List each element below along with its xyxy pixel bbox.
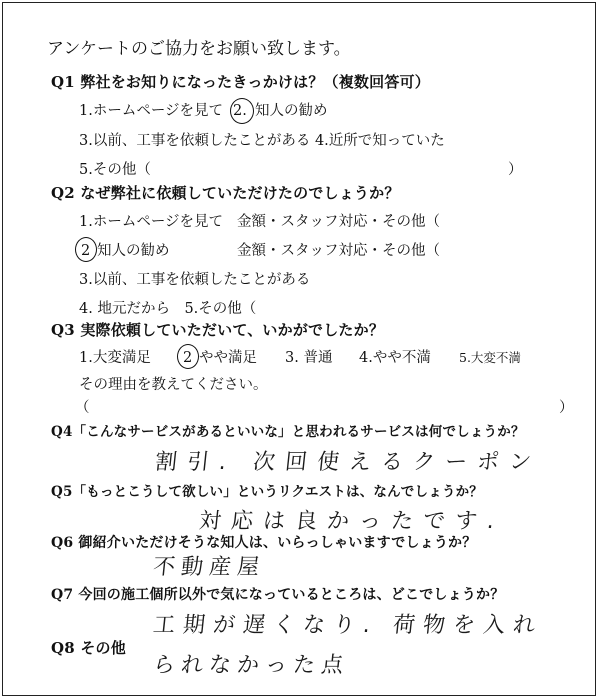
q2-option-3: 3.以前、工事を依頼したことがある: [79, 272, 311, 288]
q5-handwritten-answer: 対応は良かったです.: [197, 509, 506, 534]
q8-handwritten-answer-line-2: られなかった点: [151, 653, 351, 678]
survey-sheet: [2, 2, 596, 696]
q1-title: Q1 弊社をお知りになったきっかけは？（複数回答可）: [51, 73, 430, 91]
q3-option-2-number: 2: [183, 350, 193, 366]
q1-option-1: 1.ホームページを見て: [79, 103, 224, 119]
q7-title: Q7 今回の施工個所以外で気になっているところは、どこでしょうか？: [51, 587, 505, 603]
q1-options-line-2: 3.以前、工事を依頼したことがある 4.近所で知っていた: [79, 133, 445, 149]
q3-reason-prompt: その理由を教えてください。: [79, 377, 268, 393]
q3-option-5: 5.大変不満: [459, 350, 521, 365]
q2-option-2: 知人の勧め: [97, 243, 170, 259]
q1-answer-circle: [230, 98, 254, 124]
q8-handwritten-answer-line-1: 工期が遅くなり. 荷物を入れ: [151, 613, 545, 638]
q3-title: Q3 実際依頼していただいて、いかがでしたか？: [51, 321, 385, 339]
q4-handwritten-answer: 割引. 次回使えるクーポン: [153, 450, 543, 475]
q1-option-2: 知人の勧め: [255, 103, 328, 119]
q4-title: Q4「こんなサービスがあるといいな」と思われるサービスは何でしょうか？: [51, 424, 525, 440]
q3-option-1: 1.大変満足: [79, 350, 151, 366]
q8-title: Q8 その他: [51, 639, 126, 657]
q6-handwritten-answer: 不動産屋: [151, 555, 267, 580]
q5-title: Q5「もっとこうして欲しい」というリクエストは、なんでしょうか？: [51, 484, 484, 500]
q2-option-1: 1.ホームページを見て: [79, 214, 224, 230]
q3-reason-open: （: [75, 400, 90, 416]
q2-options-line-4: 4. 地元だから 5.その他（: [79, 301, 257, 317]
q2-option-1-detail: 金額・スタッフ対応・その他（: [237, 214, 440, 230]
q6-title: Q6 御紹介いただけそうな知人は、いらっしゃいますでしょうか？: [51, 535, 477, 551]
q3-answer-circle: [177, 344, 199, 369]
q1-options-line-3: 5.その他（: [79, 162, 151, 178]
q2-option-2-number: 2: [81, 243, 91, 259]
q1-other-close: ）: [508, 162, 523, 178]
q1-option-2-number: 2.: [233, 103, 247, 119]
survey-intro: アンケートのご協力をお願い致します。: [47, 39, 351, 59]
q3-option-4: 4.やや不満: [359, 350, 431, 366]
q3-reason-close: ）: [559, 400, 574, 416]
q2-answer-circle: [75, 237, 97, 262]
q2-option-2-detail: 金額・スタッフ対応・その他（: [237, 243, 440, 259]
q3-option-3: 3. 普通: [285, 350, 333, 366]
q2-title: Q2 なぜ弊社に依頼していただけたのでしょうか？: [51, 184, 400, 202]
q3-option-2: やや満足: [199, 350, 257, 366]
